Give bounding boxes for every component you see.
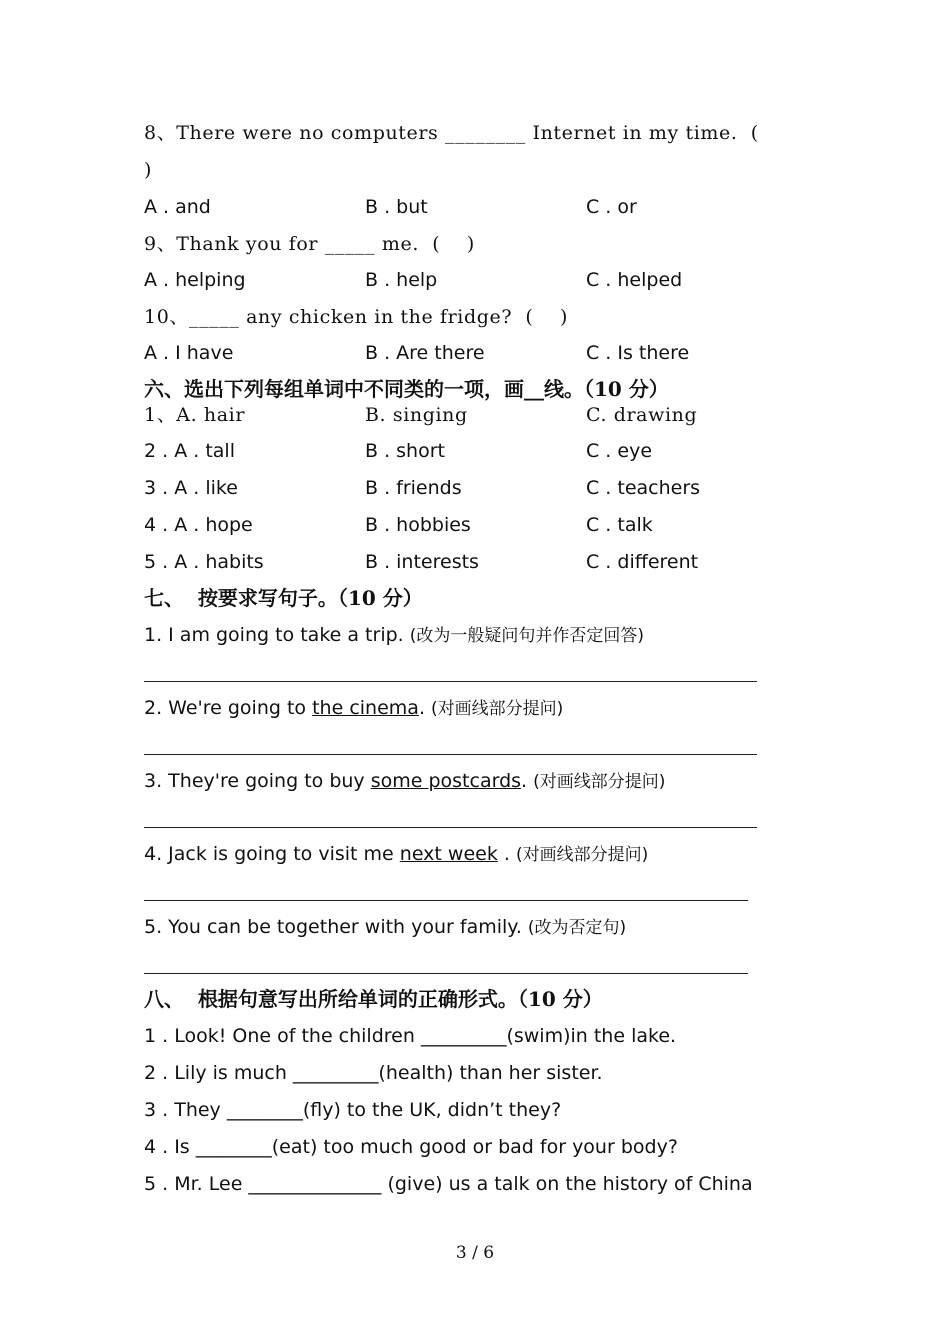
answer-line-3[interactable] (144, 827, 757, 828)
word-group-1-c: C. drawing (586, 404, 698, 426)
question-8-option-a: A . and (144, 196, 211, 218)
rewrite-item-4: 4. Jack is going to visit me next week . (对画线部分提问) (144, 843, 649, 865)
rewrite-item-5: 5. You can be together with your family. (改为否定句) (144, 916, 627, 938)
question-10-option-a: A . I have (144, 342, 234, 364)
rewrite-item-1: 1. I am going to take a trip. (改为一般疑问句并作否定回答) (144, 624, 644, 646)
rewrite-item-4-underlined: next week (399, 843, 498, 865)
section-7-heading: 七、 按要求写句子。（10 分） (144, 586, 423, 610)
rewrite-item-2: 2. We're going to the cinema. (对画线部分提问) (144, 697, 564, 719)
word-group-5-c: C . different (586, 551, 699, 573)
word-form-item-4: 4 . Is ________(eat) too much good or bad for your body? (144, 1136, 678, 1158)
answer-line-5[interactable] (144, 973, 748, 974)
answer-line-4[interactable] (144, 900, 748, 901)
word-group-4-b: B . hobbies (365, 514, 471, 536)
word-group-5-b: B . interests (365, 551, 479, 573)
rewrite-item-1-instruction: (改为一般疑问句并作否定回答) (409, 626, 644, 646)
question-9-stem: 9、Thank you for _____ me. ( ) (144, 233, 475, 255)
question-8-stem: 8、There were no computers ________ Internet in my time. ( (144, 122, 759, 144)
question-8-stem-cont: ) (144, 159, 153, 181)
answer-line-2[interactable] (144, 754, 757, 755)
question-8-option-b: B . but (365, 196, 428, 218)
question-10-option-b: B . Are there (365, 342, 485, 364)
question-9-option-b: B . help (365, 269, 438, 291)
rewrite-item-3-instruction: (对画线部分提问) (533, 772, 666, 792)
word-group-1-b: B. singing (365, 404, 468, 426)
word-group-3-a: 3 . A . like (144, 477, 238, 499)
rewrite-item-4-instruction: (对画线部分提问) (515, 845, 649, 865)
word-group-2-c: C . eye (586, 440, 653, 462)
word-group-4-c: C . talk (586, 514, 653, 536)
word-group-5-a: 5 . A . habits (144, 551, 264, 573)
section-6-heading: 六、选出下列每组单词中不同类的一项，画__线。（10 分） (144, 377, 669, 401)
question-8-option-c: C . or (586, 196, 637, 218)
rewrite-item-3-underlined: some postcards (370, 770, 522, 792)
word-form-item-2: 2 . Lily is much _________(health) than her sister. (144, 1062, 603, 1084)
rewrite-item-2-instruction: (对画线部分提问) (431, 699, 564, 719)
word-group-4-a: 4 . A . hope (144, 514, 253, 536)
answer-line-1[interactable] (144, 681, 757, 682)
rewrite-item-5-instruction: (改为否定句) (527, 918, 627, 938)
section-8-heading: 八、 根据句意写出所给单词的正确形式。（10 分） (144, 987, 603, 1011)
rewrite-item-3: 3. They're going to buy some postcards. (对画线部分提问) (144, 770, 666, 792)
question-10-stem: 10、_____ any chicken in the fridge? ( ) (144, 306, 569, 328)
word-group-3-c: C . teachers (586, 477, 701, 499)
question-9-option-c: C . helped (586, 269, 683, 291)
word-group-1-a: 1、A. hair (144, 404, 246, 426)
word-form-item-1: 1 . Look! One of the children _________(swim)in the lake. (144, 1025, 677, 1047)
question-10-option-c: C . Is there (586, 342, 690, 364)
rewrite-item-2-underlined: the cinema (312, 697, 419, 719)
word-form-item-5: 5 . Mr. Lee ______________ (give) us a talk on the history of China (144, 1173, 753, 1195)
word-form-item-3: 3 . They ________(fly) to the UK, didn’t they? (144, 1099, 562, 1121)
word-group-3-b: B . friends (365, 477, 462, 499)
page-number: 3 / 6 (455, 1243, 495, 1263)
word-group-2-b: B . short (365, 440, 445, 462)
question-9-option-a: A . helping (144, 269, 246, 291)
word-group-2-a: 2 . A . tall (144, 440, 235, 462)
